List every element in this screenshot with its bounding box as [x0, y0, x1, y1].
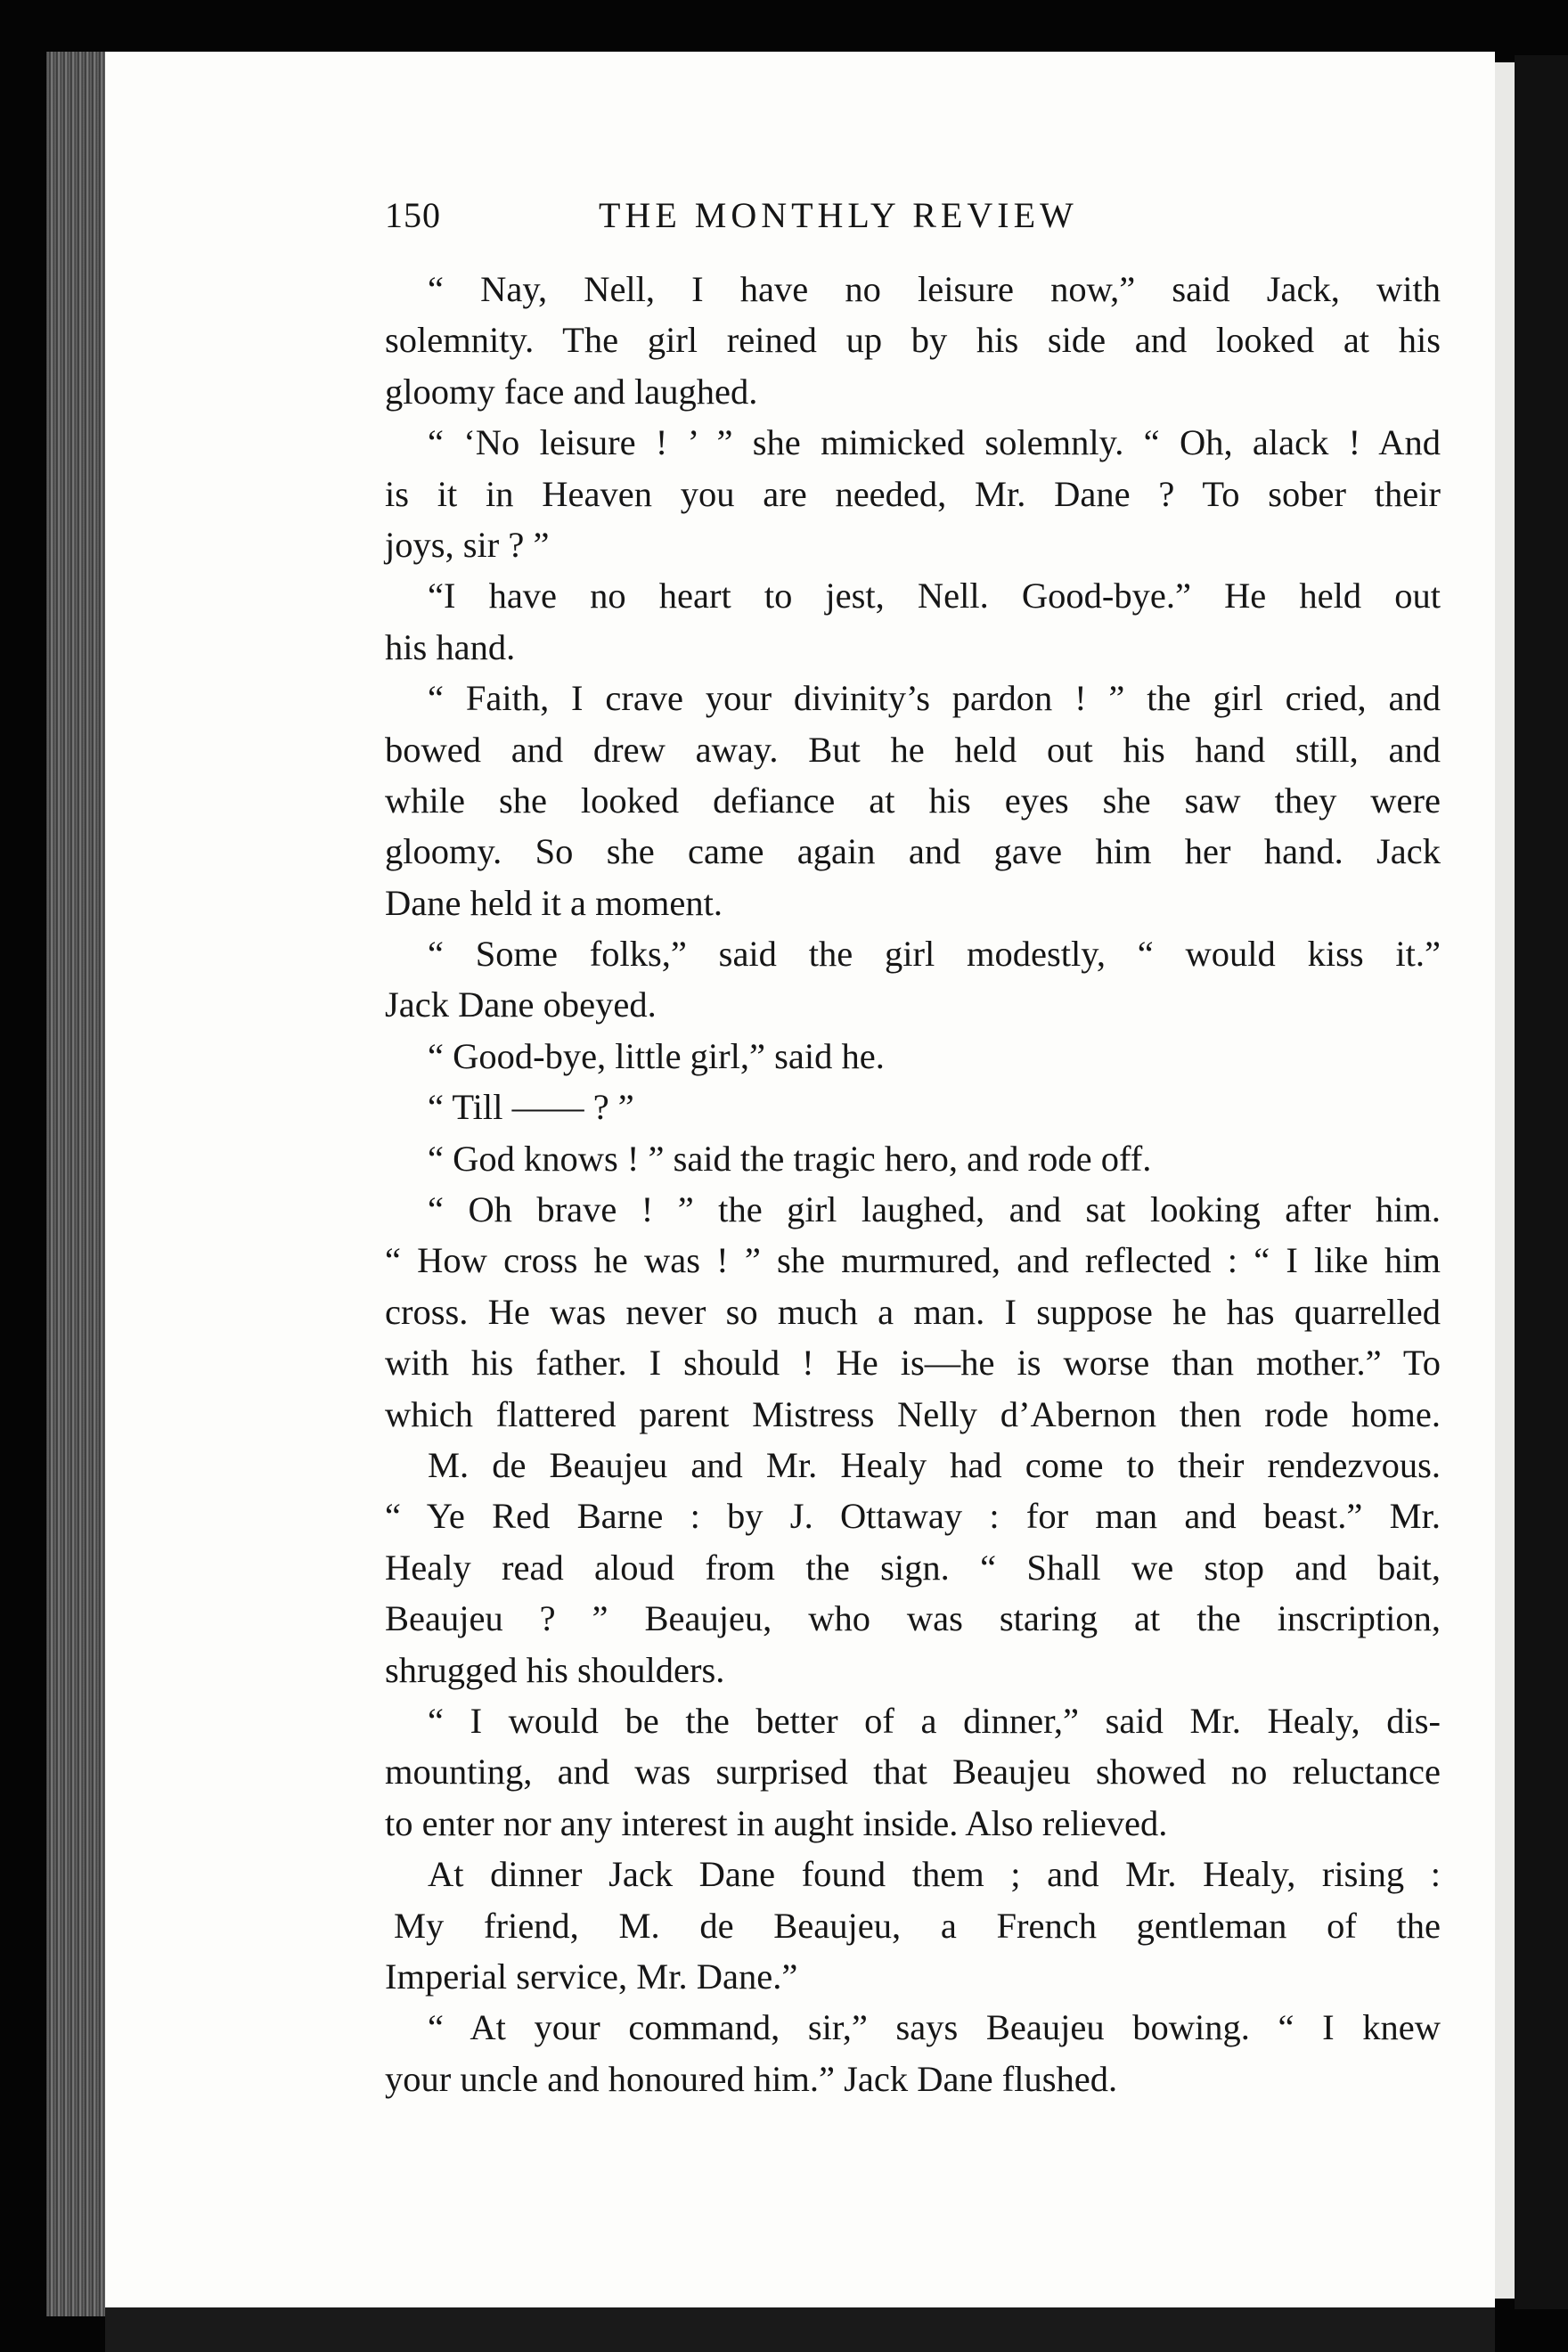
body-text	[385, 264, 1441, 2104]
text-line: which flattered parent Mistress Nelly d’Abernon then rode home.	[385, 1393, 1441, 1434]
right-book-edge	[1515, 55, 1568, 2309]
text-line: shrugged his shoulders.	[385, 1649, 725, 1690]
text-line: while she looked defiance at his eyes she saw they were	[385, 780, 1441, 821]
text-line: M. de Beaujeu and Mr. Healy had come to their rendezvous.	[428, 1444, 1441, 1485]
text-line: Imperial service, Mr. Dane.”	[385, 1956, 798, 1997]
bottom-shadow	[105, 2307, 1495, 2352]
text-line: “ Good-bye, little girl,” said he.	[428, 1035, 885, 1076]
text-line: gloomy. So she came again and gave him her hand. Jack	[385, 831, 1441, 872]
text-line: “ Some folks,” said the girl modestly, “ would kiss it.”	[428, 934, 1441, 975]
running-title: THE MONTHLY REVIEW	[599, 195, 1078, 235]
text-line: to enter nor any interest in aught inside. Also relieved.	[385, 1802, 1168, 1843]
text-line: solemnity. The girl reined up by his side and looked at his	[385, 320, 1441, 361]
text-line: Healy read aloud from the sign. “ Shall we stop and bait,	[385, 1547, 1441, 1588]
text-line: cross. He was never so much a man. I suppose he has quarrelled	[385, 1291, 1441, 1332]
text-line: his hand.	[385, 626, 516, 667]
text-line: “ How cross he was ! ” she murmured, and reflected : “ I like him	[385, 1240, 1441, 1281]
text-line: “ Oh brave ! ” the girl laughed, and sat looking after him.	[428, 1189, 1441, 1230]
text-line: “ Till —— ? ”	[428, 1087, 634, 1128]
book-page-edges	[46, 52, 105, 2316]
text-line: Beaujeu ? ” Beaujeu, who was staring at the inscription,	[385, 1598, 1441, 1639]
text-line: “ God knows ! ” said the tragic hero, and rode off.	[428, 1138, 1152, 1179]
text-line: My friend, M. de Beaujeu, a French gentleman of the	[394, 1905, 1441, 1946]
text-line: gloomy face and laughed.	[385, 371, 758, 412]
text-line: mounting, and was surprised that Beaujeu showed no reluctance	[385, 1752, 1441, 1793]
text-line: “ Faith, I crave your divinity’s pardon ! ” the girl cried, and	[428, 678, 1441, 719]
text-line: “I have no heart to jest, Nell. Good-bye.” He held out	[428, 576, 1441, 617]
text-line: joys, sir ? ”	[385, 524, 550, 565]
adjacent-page-strip	[1495, 62, 1515, 2299]
text-line: Dane held it a moment.	[385, 882, 723, 923]
text-line: At dinner Jack Dane found them ; and Mr. Healy, rising :	[428, 1854, 1441, 1895]
running-head	[385, 194, 1441, 248]
text-line: bowed and drew away. But he held out his hand still, and	[385, 729, 1441, 770]
text-line: is it in Heaven you are needed, Mr. Dane ? To sober their	[385, 473, 1441, 514]
text-line: “ Nay, Nell, I have no leisure now,” said Jack, with	[428, 269, 1441, 309]
text-line: “ Ye Red Barne : by J. Ottaway : for man and beast.” Mr.	[385, 1496, 1441, 1537]
text-line: your uncle and honoured him.” Jack Dane flushed.	[385, 2058, 1118, 2099]
text-line: with his father. I should ! He is—he is worse than mother.” To	[385, 1343, 1441, 1384]
text-line: “ ‘No leisure ! ’ ” she mimicked solemnly. “ Oh, alack ! And	[428, 422, 1441, 463]
text-line: “ At your command, sir,” says Beaujeu bowing. “ I knew	[428, 2007, 1441, 2048]
page-number: 150	[385, 195, 441, 235]
text-line: Jack Dane obeyed.	[385, 984, 657, 1025]
text-line: “ I would be the better of a dinner,” said Mr. Healy, dis-	[428, 1700, 1441, 1741]
